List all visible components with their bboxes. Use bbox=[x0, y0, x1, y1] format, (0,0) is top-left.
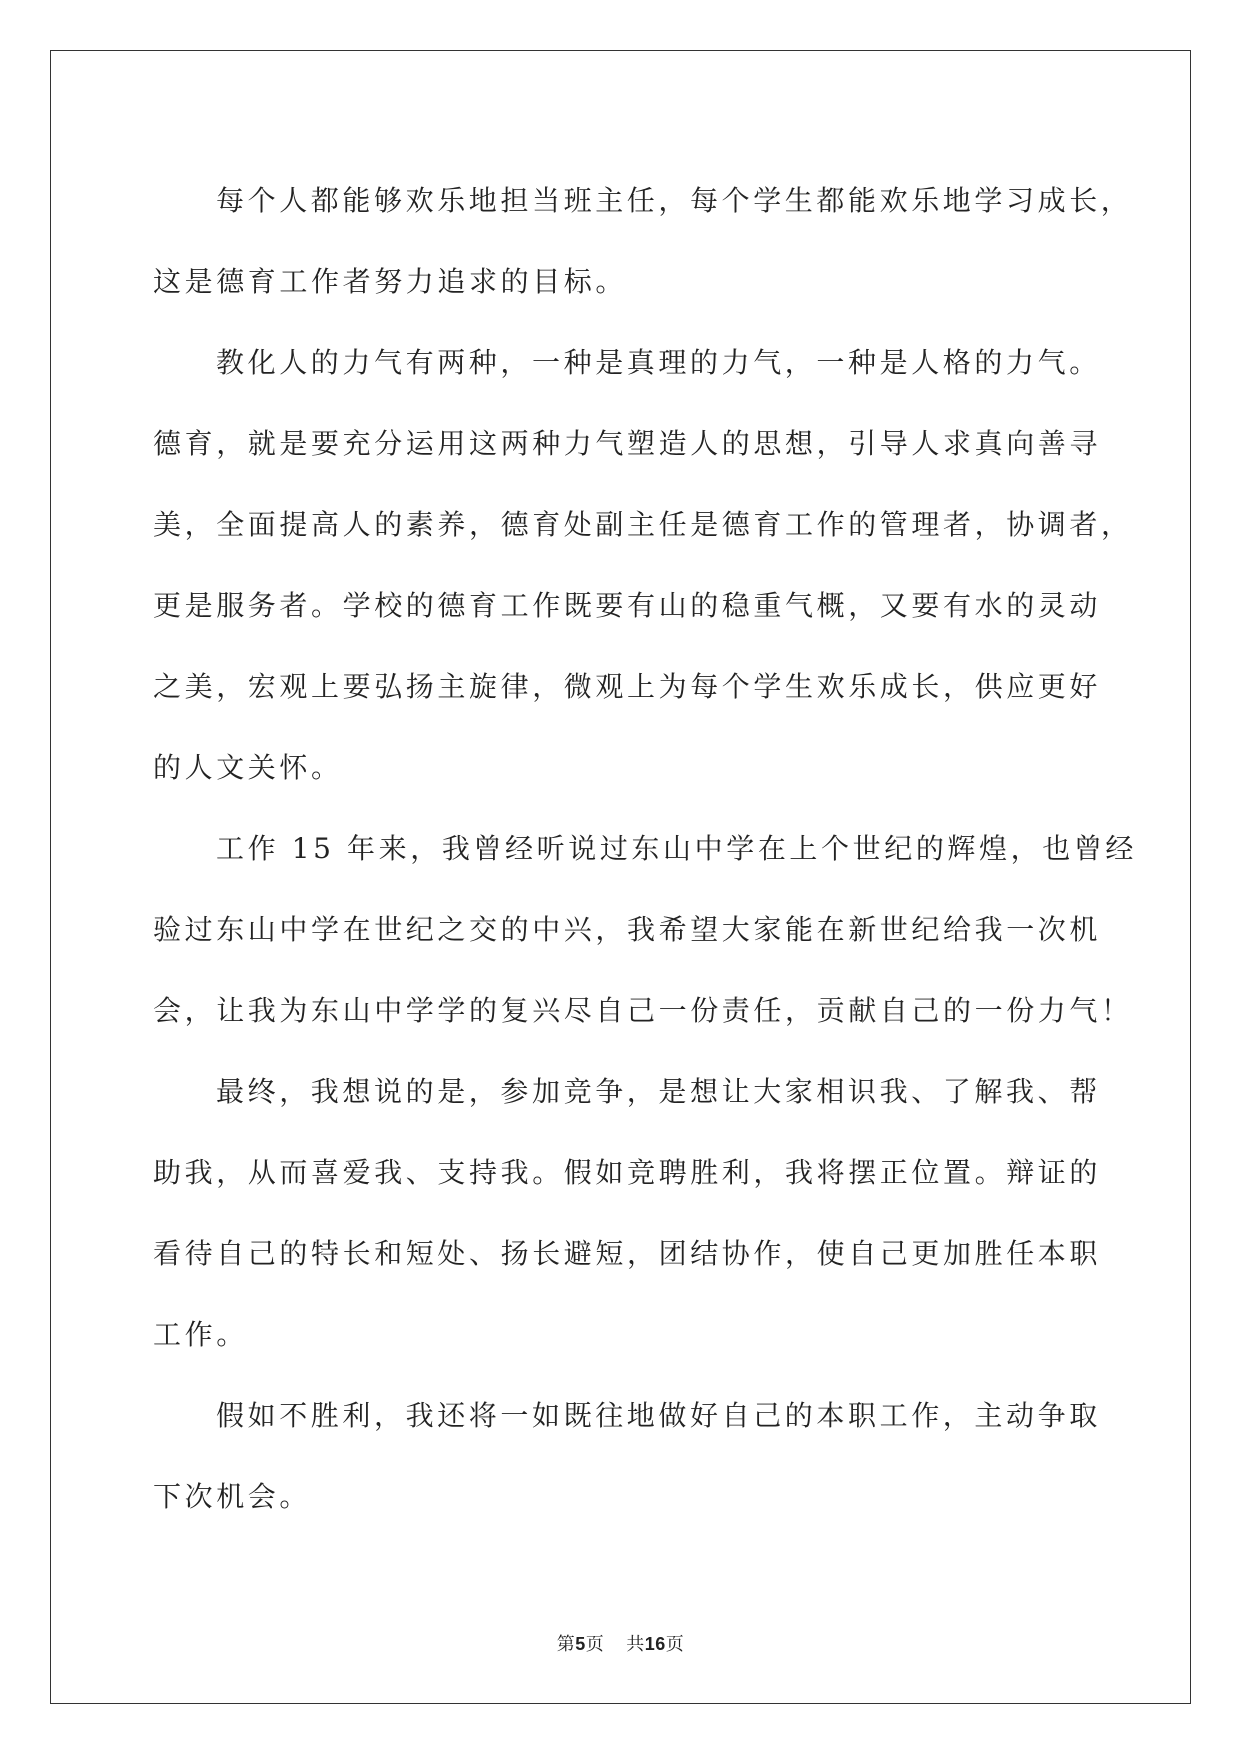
text-line: 假如不胜利，我还将一如既往地做好自己的本职工作，主动争取 bbox=[216, 1399, 1101, 1432]
text-line: 德育，就是要充分运用这两种力气塑造人的思想，引导人求真向善寻 bbox=[153, 427, 1102, 460]
text-line: 助我，从而喜爱我、支持我。假如竞聘胜利，我将摆正位置。辩证的 bbox=[153, 1156, 1102, 1189]
text-line: 每个人都能够欢乐地担当班主任，每个学生都能欢乐地学习成长， bbox=[216, 184, 1133, 217]
total-page-number: 16 bbox=[644, 1634, 666, 1654]
total-prefix: 共 bbox=[626, 1634, 645, 1655]
total-suffix: 页 bbox=[665, 1634, 685, 1655]
paragraph-1 bbox=[153, 160, 1133, 322]
text-line: 下次机会。 bbox=[153, 1480, 312, 1513]
current-page-number: 5 bbox=[575, 1634, 586, 1654]
paragraph-2 bbox=[153, 322, 1133, 808]
text-line: 之美，宏观上要弘扬主旋律，微观上为每个学生欢乐成长，供应更好 bbox=[153, 670, 1102, 703]
document-body bbox=[153, 160, 1138, 1537]
text-line: 的人文关怀。 bbox=[153, 751, 343, 784]
text-line: 看待自己的特长和短处、扬长避短，团结协作，使自己更加胜任本职 bbox=[153, 1237, 1102, 1270]
page-prefix: 第 bbox=[556, 1634, 576, 1655]
text-line: 验过东山中学在世纪之交的中兴，我希望大家能在新世纪给我一次机 bbox=[153, 913, 1102, 946]
text-line: 更是服务者。学校的德育工作既要有山的稳重气概，又要有水的灵动 bbox=[153, 589, 1102, 622]
text-line: 最终，我想说的是，参加竞争，是想让大家相识我、了解我、帮 bbox=[216, 1075, 1101, 1108]
text-line: 教化人的力气有两种，一种是真理的力气，一种是人格的力气。 bbox=[216, 346, 1101, 379]
text-line: 这是德育工作者努力追求的目标。 bbox=[153, 265, 628, 298]
text-line: 会，让我为东山中学学的复兴尽自己一份责任，贡献自己的一份力气！ bbox=[153, 994, 1133, 1027]
paragraph-4 bbox=[153, 1051, 1102, 1375]
paragraph-5 bbox=[153, 1375, 1101, 1537]
page-footer bbox=[0, 1630, 1241, 1656]
page-suffix: 页 bbox=[585, 1634, 605, 1655]
paragraph-3 bbox=[153, 808, 1138, 1051]
text-line: 工作 15 年来，我曾经听说过东山中学在上个世纪的辉煌，也曾经 bbox=[216, 832, 1138, 865]
text-line: 工作。 bbox=[153, 1318, 248, 1351]
text-line: 美，全面提高人的素养，德育处副主任是德育工作的管理者，协调者， bbox=[153, 508, 1133, 541]
